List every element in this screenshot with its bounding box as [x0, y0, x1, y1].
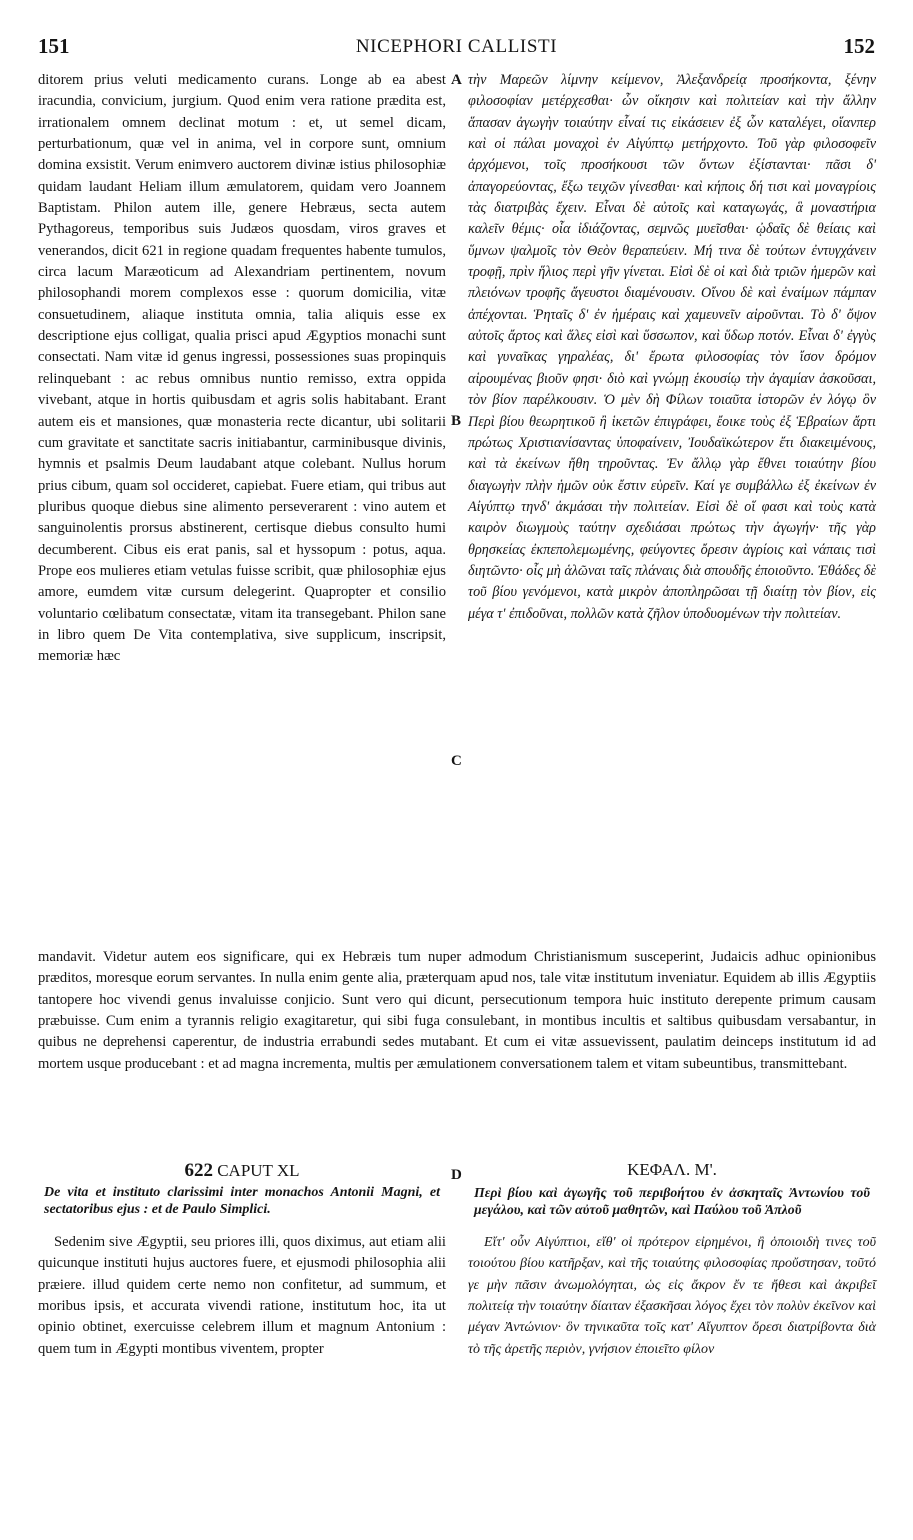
chapter-heading-latin [38, 1160, 446, 1184]
margin-marker-d: D [451, 1167, 462, 1183]
margin-marker-b: B [451, 413, 462, 429]
margin-marker-c: C [451, 753, 462, 769]
chapter-body-latin: Sedenim sive Ægyptii, seu priores illi, quos diximus, aut etiam alii quicunque instituti hujus auctores fuere, et ejusmodi philosophia alii præiere. illud quidem certe nemo non confitetur, ad summum, et moribus ipsis, et accurata vivendi ratione, institutum hoc, ita ut opinio obtinet, exercuisse celebrem illum et magnum Antonium : quem tum in Ægypti montibus viventem, propter [38, 1234, 446, 1357]
page-number-left: 151 [38, 34, 70, 58]
chapter-body-greek: Εἴτ' οὖν Αἰγύπτιοι, εἴθ' οἱ πρότερον εἰρημένοι, ἢ ὁποιοιδὴ τινες τοῦ τοιούτου βίου κατῆρξαν, καὶ τῆς τοιαύτης φιλοσοφίας προὔστησαν, τοῦτό γε μὴν πᾶσιν ἀνωμολόγηται, ὡς εἰς ἄκρον ἔν τε ἤθεσι καὶ ἀκριβεῖ πολιτείᾳ τὴν τοιαύτην δίαιταν ἐξασκῆσαι λόγος ἔχει τὸν πολὺν ἐκεῖνον καὶ μέγαν Ἀντώνιον· ὃν τηνικαῦτα τοῖς κατ' Αἴγυπτον ὄρεσι διατρίβοντα διὰ τὸ τῆς ἀρετῆς περιὸν, γνήσιον ἐποιεῖτο φίλον [468, 1235, 876, 1357]
chapter-latin [38, 1160, 446, 1360]
column-number: 622 [184, 1160, 213, 1181]
chapter-title-greek: ΚΕΦΑΛ. Μ'. [627, 1160, 717, 1179]
chapter-title-latin: CAPUT XL [217, 1161, 300, 1180]
latin-fullwidth-block [38, 947, 876, 1075]
latin-column [38, 70, 446, 668]
greek-paragraph: τὴν Μαρεῶν λίμνην κείμενον, Ἀλεξανδρείᾳ προσήκοντα, ξένην φιλοσοφίαν μετέρχεσθαι· ὧν οἴκησιν καὶ πολιτείαν καὶ τὴν ἄλλην ἅπασαν ἀγωγὴν τοιαύτην εἶναί τις εἰκάσειεν ἐξ ὧν καταλέγει, οἵανπερ καὶ οἱ πάλαι μοναχοὶ ἐν Αἰγύπτῳ μετήρχοντο. Τοῦ γὰρ φιλοσοφεῖν ἀρχόμενοι, τοῖς προσήκουσι τῶν ὄντων ἐξίστανται· πᾶσι δ' ἀπαγορεύοντας, ἔξω τειχῶν γίνεσθαι· καὶ κήποις δή τισι καὶ μοναγρίοις τὰς διατριβὰς ἔχειν. Εἶναι δὲ αὐτοῖς καὶ καταγωγάς, ἃ μοναστήρια καλεῖν θέμις· οἷα ἰδιάζοντας, σεμνῶς μυεῖσθαι· ᾠδαῖς δὲ θείαις καὶ ὕμνων ψαλμοῖς τὸν Θεὸν θεραπεύειν. Μή τινα δὲ τούτων ἐντυγχάνειν τροφῇ, πρὶν ἥλιος περὶ γῆν γίνεται. Εἰσὶ δὲ οἱ καὶ διὰ τριῶν ἡμερῶν καὶ πλειόνων τροφῆς ἄγευστοι διαμένουσιν. Οἴνου δὲ καὶ ἐναίμων πάμπαν ἀπέχονται. Ῥηταῖς δ' ἐν ἡμέραις καὶ χαμευνεῖν αἱροῦνται. Τὸ δ' ὄψον αὐτοῖς ἄρτος καὶ ἅλες εἰσὶ καὶ ὕσσωπον, καὶ ὕδωρ ποτόν. Εἶναι δ' ἐγγὺς καὶ γυναῖκας γηραλέας, δι' ἔρωτα φιλοσοφίας τὸν ἴσον δρόμον αἱρουμένας βιοῦν φησι· διὸ καὶ γνώμῃ ἑκουσίῳ τὴν ἀγαμίαν ἀσκοῦσαι, τὸν βίον παρέλκουσιν. Ὁ μὲν δὴ Φίλων τοιαῦτα ἱστορῶν ἐν λόγῳ ὃν Περὶ βίου θεωρητικοῦ ἢ ἱκετῶν ἐπιγράφει, ἔοικε τοὺς ἐξ Ἑβραίων ἄρτι πρώτως Χριστιανίσαντας ὑποφαίνειν, Ἰουδαϊκώτερον ἔτι διακειμένους, καὶ τὰ ἐκείνων ἤθη τηροῦντας. Ἐν ἄλλῳ γὰρ ἔθνει τοιαύτην βίου διαγωγὴν πλὴν ἡμῶν οὐκ ἔστιν εὑρεῖν. Καί γε συμβάλλω ἐξ ἐκείνων ἐν Αἰγύπτῳ τηνδ' ἀκμάσαι τὴν πολιτείαν. Εἰσὶ δὲ οἵ φασι καὶ τοὺς κατὰ καιρὸν διωγμοὺς ταύτην σχεδιάσαι πρώτως τὴν ἀγωγήν· τῆς γὰρ θρησκείας ἐκπεπολεμωμένης, φεύγοντες ὄρεσιν ἀγρίοις καὶ νάπαις τισὶ διητῶντο· οἷς μὴ ἁλῶναι ταῖς πλάναις διὰ σπουδῆς ἐποιοῦντο. Ἐθάδες δὲ τοῦ βίου γενόμενοι, κατὰ μικρὸν ἀποπληρῶσαι τῇ διαίτῃ τὸν βίον, εἰς μέγα τ' ἐπιδοῦναι, πολλῶν κατὰ ζῆλον ὑποδυομένων τὴν πολιτείαν. [468, 72, 876, 622]
chapter-subtitle-greek: Περὶ βίου καὶ ἀγωγῆς τοῦ περιβοήτου ἐν ἀσκηταῖς Ἀντωνίου τοῦ μεγάλου, καὶ τῶν αὐτοῦ μαθητῶν, καὶ Παύλου τοῦ Ἁπλοῦ [474, 1185, 870, 1217]
chapter-heading-greek [468, 1160, 876, 1184]
page-number-right: 152 [843, 34, 875, 58]
greek-column [468, 70, 876, 625]
margin-marker-a: A [451, 72, 462, 88]
chapter-greek [468, 1160, 876, 1360]
chapter-subtitle-latin: De vita et instituto clarissimi inter monachos Antonii Magni, et sectatoribus ejus : et de Paulo Simplici. [44, 1185, 440, 1217]
running-header [38, 34, 875, 64]
latin-paragraph: ditorem prius veluti medicamento curans. Longe ab ea abest iracundia, convicium, jurgium. Quod enim vera ratione prædita est, irrationalem omnem declinat motum : et, ut semel dicam, perturbationum, quæ vel in anima, vel in corpore sunt, omnium domina exsistit. Verum enimvero auctorem divinæ istius philosophiæ quidam laudant Heliam illum æmulatorem, quidam vero Joannem Baptistam. Philon autem ille, genere Hebræus, secta autem Pythagoreus, temporibus suis Judæos quosdam, viros graves et venerandos, dicit 621 in regione quadam frequentes habente tumulos, circa lacum Maræoticum ad Alexandriam pertinentem, novum philosophandi morem complexos esse : quorum domicilia, vitæ consuetudinem, aliaque instituta omnia, talia aliquis esse ex descriptione ejus colligat, qualia prisci apud Ægyptios monachi sunt consectati. Nam vitæ id genus ingressi, possessiones suas propinquis relinquebant : ac rebus omnibus nuntio remisso, extra oppida vivebant, atque in hortis quibusdam et agris solis habitabant. Erant autem eis et mansiones, quæ monasteria recte dicantur, ubi solitarii cum gravitate et sanctitate sacris initiabantur, carminibusque divinis, hymnis et psalmis Deum laudabant atque colebant. Nullus horum prius cibum, quam sol occideret, capiebat. Fuere etiam, qui tribus aut pluribus quoque diebus sine alimento perseverarent : vino autem et sanguinolentis prorsus abstinerent, certisque diebus consulto humi decumberent. Cibus eis erat panis, sal et hyssopum : potus, aqua. Prope eos mulieres etiam vetulas fuisse scribit, quæ philosophiæ ejus amore, eumdem vitæ cursum delegerint. Quapropter et consilio voluntario cœlibatum consectatæ, vitam ita transegebant. Philon sane in libro quem De Vita contemplativa, sive supplicum, inscripsit, memoriæ hæc [38, 72, 446, 665]
running-title: NICEPHORI CALLISTI [355, 36, 558, 57]
latin-fullwidth-paragraph: mandavit. Videtur autem eos significare, qui ex Hebræis tum nuper admodum Christianismum susceperint, Judaicis adhuc opinionibus præditos, moresque eorum servantes. In nulla enim gente alia, præterquam apud nos, tale vitæ institutum inveniatur. Equidem ab illis Ægyptiis tantopere hoc vivendi genus invaluisse conjicio. Sunt vero qui dicunt, persecutionum tempora huic instituto derepente primum causam præbuisse. Cum enim a tyrannis religio exagitaretur, qui sibi fuga consulebant, in montibus incultis et saltibus quibusdam versabantur, in quibus ne deprehensi caperentur, de industria errabundi sedes mutabant. Et cum ei vitæ assuevissent, paulatim deinceps institutum id ad mortem usque producebant : et ad magna incrementa, multis per æmulationem conversationem talem et vitam subeuntibus, transmittebant. [38, 949, 876, 1072]
